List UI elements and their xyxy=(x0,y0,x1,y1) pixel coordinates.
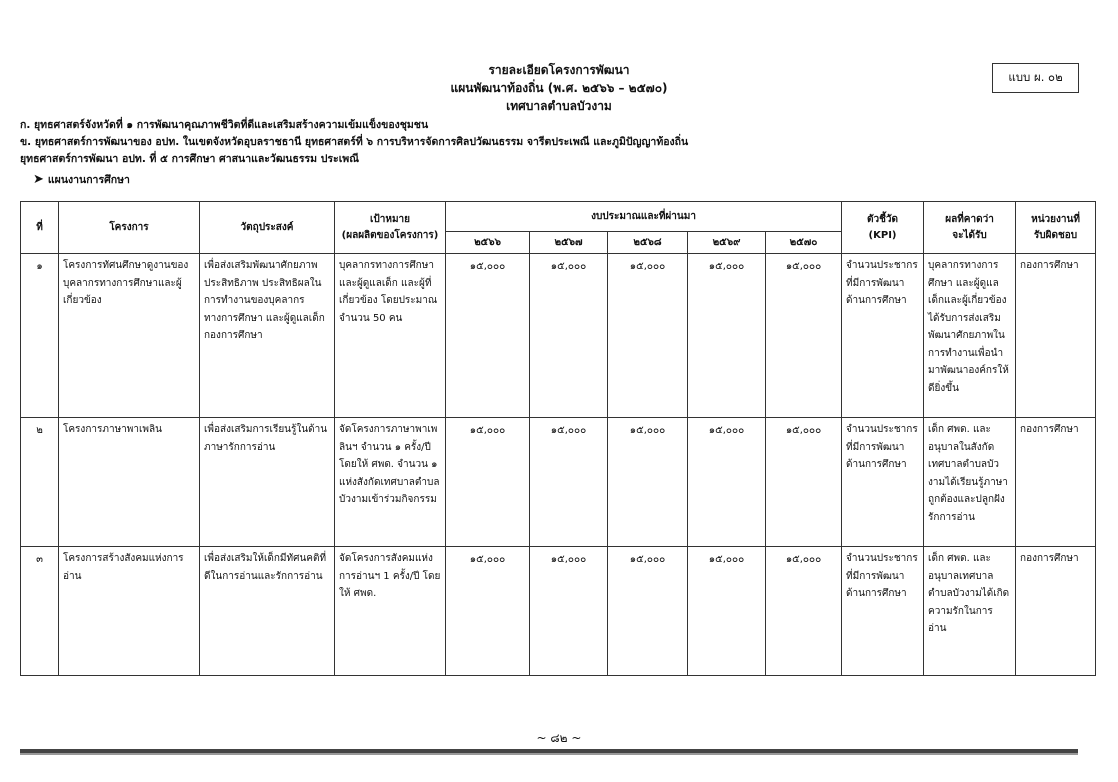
row-result: เด็ก ศพด. และอนุบาลในสังกัดเทศบาลตำบลบัวงามได้เรียนรู้ภาษาถูกต้องและปลูกฝังรักการอ่าน xyxy=(924,418,1016,547)
header-objective: วัตถุประสงค์ xyxy=(200,202,335,254)
row-objective: เพื่อส่งเสริมพัฒนาศักยภาพ ประสิทธิภาพ ประสิทธิผลในการทำงานของบุคลากร ทางการศึกษา และผู้ดูแลเด็กกองการศึกษา xyxy=(200,254,335,418)
arrow-right-icon: ➤ xyxy=(33,172,44,187)
strategy-line-1: ก. ยุทธศาสตร์จังหวัดที่ ๑ การพัฒนาคุณภาพชีวิตที่ดีและเสริมสร้างความเข้มแข็งของชุมชน xyxy=(20,119,429,131)
row-budget: ๑๕,๐๐๐ xyxy=(608,547,688,676)
footer-divider xyxy=(20,749,1078,755)
row-kpi: จำนวนประชากรที่มีการพัฒนาด้านการศึกษา xyxy=(842,254,924,418)
row-budget: ๑๕,๐๐๐ xyxy=(608,254,688,418)
row-no: ๓ xyxy=(21,547,59,676)
row-budget: ๑๕,๐๐๐ xyxy=(688,547,766,676)
row-budget: ๑๕,๐๐๐ xyxy=(688,418,766,547)
header-target: เป้าหมาย (ผลผลิตของโครงการ) xyxy=(335,202,446,254)
row-unit: กองการศึกษา xyxy=(1016,547,1096,676)
header-no: ที่ xyxy=(21,202,59,254)
row-project: โครงการสร้างสังคมแห่งการอ่าน xyxy=(59,547,200,676)
row-budget: ๑๕,๐๐๐ xyxy=(608,418,688,547)
row-result: บุคลากรทางการศึกษา และผู้ดูแลเด็กและผู้เกี่ยวข้องได้รับการส่งเสริมพัฒนาศักยภาพในการทำงานเพื่อนำมาพัฒนาองค์กรให้ดียิ่งขึ้น xyxy=(924,254,1016,418)
row-target: บุคลากรทางการศึกษา และผู้ดูแลเด็ก และผู้ที่เกี่ยวข้อง โดยประมาณ จำนวน 50 คน xyxy=(335,254,446,418)
plan-label: แผนงานการศึกษา xyxy=(47,174,130,186)
table-row xyxy=(21,254,1096,418)
row-budget: ๑๕,๐๐๐ xyxy=(688,254,766,418)
title-line-3: เทศบาลตำบลบัวงาม xyxy=(506,99,612,113)
form-code: แบบ ผ. ๐๒ xyxy=(1008,70,1063,84)
header-year: ๒๕๖๙ xyxy=(688,232,766,254)
plan-heading xyxy=(33,171,130,188)
row-budget: ๑๕,๐๐๐ xyxy=(530,418,608,547)
header-project: โครงการ xyxy=(59,202,200,254)
project-table xyxy=(20,201,1096,676)
row-objective: เพื่อส่งเสริมให้เด็กมีทัศนคติที่ดีในการอ่านและรักการอ่าน xyxy=(200,547,335,676)
row-kpi: จำนวนประชากรที่มีการพัฒนาด้านการศึกษา xyxy=(842,418,924,547)
header-year: ๒๕๗๐ xyxy=(766,232,842,254)
report-title xyxy=(0,63,1118,114)
table-row xyxy=(21,547,1096,676)
row-target: จัดโครงการภาษาพาเพลินฯ จำนวน ๑ ครั้ง/ปี โดยให้ ศพด. จำนวน ๑ แห่งสังกัดเทศบาลตำบลบัวงามเข้าร่วมกิจกรรม xyxy=(335,418,446,547)
row-budget: ๑๕,๐๐๐ xyxy=(766,418,842,547)
row-budget: ๑๕,๐๐๐ xyxy=(446,418,530,547)
title-line-1: รายละเอียดโครงการพัฒนา xyxy=(488,63,630,77)
row-project: โครงการทัศนศึกษาดูงานของบุคลากรทางการศึกษาและผู้เกี่ยวข้อง xyxy=(59,254,200,418)
row-budget: ๑๕,๐๐๐ xyxy=(446,254,530,418)
page-number: ~ ๘๒ ~ xyxy=(536,731,582,745)
header-year: ๒๕๖๘ xyxy=(608,232,688,254)
form-code-box xyxy=(992,63,1079,93)
table-row xyxy=(21,418,1096,547)
row-no: ๑ xyxy=(21,254,59,418)
row-budget: ๑๕,๐๐๐ xyxy=(766,547,842,676)
strategy-line-3: ยุทธศาสตร์การพัฒนา อปท. ที่ ๕ การศึกษา ศาสนาและวัฒนธรรม ประเพณี xyxy=(20,153,359,165)
row-target: จัดโครงการสังคมแห่งการอ่านฯ 1 ครั้ง/ปี โดยให้ ศพด. xyxy=(335,547,446,676)
row-objective: เพื่อส่งเสริมการเรียนรู้ในด้านภาษารักการอ่าน xyxy=(200,418,335,547)
row-unit: กองการศึกษา xyxy=(1016,254,1096,418)
header-year: ๒๕๖๖ xyxy=(446,232,530,254)
row-result: เด็ก ศพด. และอนุบาลเทศบาลตำบลบัวงามได้เกิดความรักในการอ่าน xyxy=(924,547,1016,676)
title-line-2: แผนพัฒนาท้องถิ่น (พ.ศ. ๒๕๖๖ – ๒๕๗๐) xyxy=(450,81,668,95)
row-budget: ๑๕,๐๐๐ xyxy=(766,254,842,418)
strategy-line-2: ข. ยุทธศาสตร์การพัฒนาของ อปท. ในเขตจังหวัดอุบลราชธานี ยุทธศาสตร์ที่ ๖ การบริหารจัดการศิลปวัฒนธรรม จารีตประเพณี และภูมิปัญญาท้องถิ่น xyxy=(20,136,689,148)
row-no: ๒ xyxy=(21,418,59,547)
header-kpi: ตัวชี้วัด (KPI) xyxy=(842,202,924,254)
header-result: ผลที่คาดว่า จะได้รับ xyxy=(924,202,1016,254)
row-budget: ๑๕,๐๐๐ xyxy=(530,547,608,676)
row-kpi: จำนวนประชากรที่มีการพัฒนาด้านการศึกษา xyxy=(842,547,924,676)
row-budget: ๑๕,๐๐๐ xyxy=(446,547,530,676)
row-unit: กองการศึกษา xyxy=(1016,418,1096,547)
header-year: ๒๕๖๗ xyxy=(530,232,608,254)
row-project: โครงการภาษาพาเพลิน xyxy=(59,418,200,547)
header-unit: หน่วยงานที่ รับผิดชอบ xyxy=(1016,202,1096,254)
row-budget: ๑๕,๐๐๐ xyxy=(530,254,608,418)
header-budget: งบประมาณและที่ผ่านมา xyxy=(446,202,842,232)
